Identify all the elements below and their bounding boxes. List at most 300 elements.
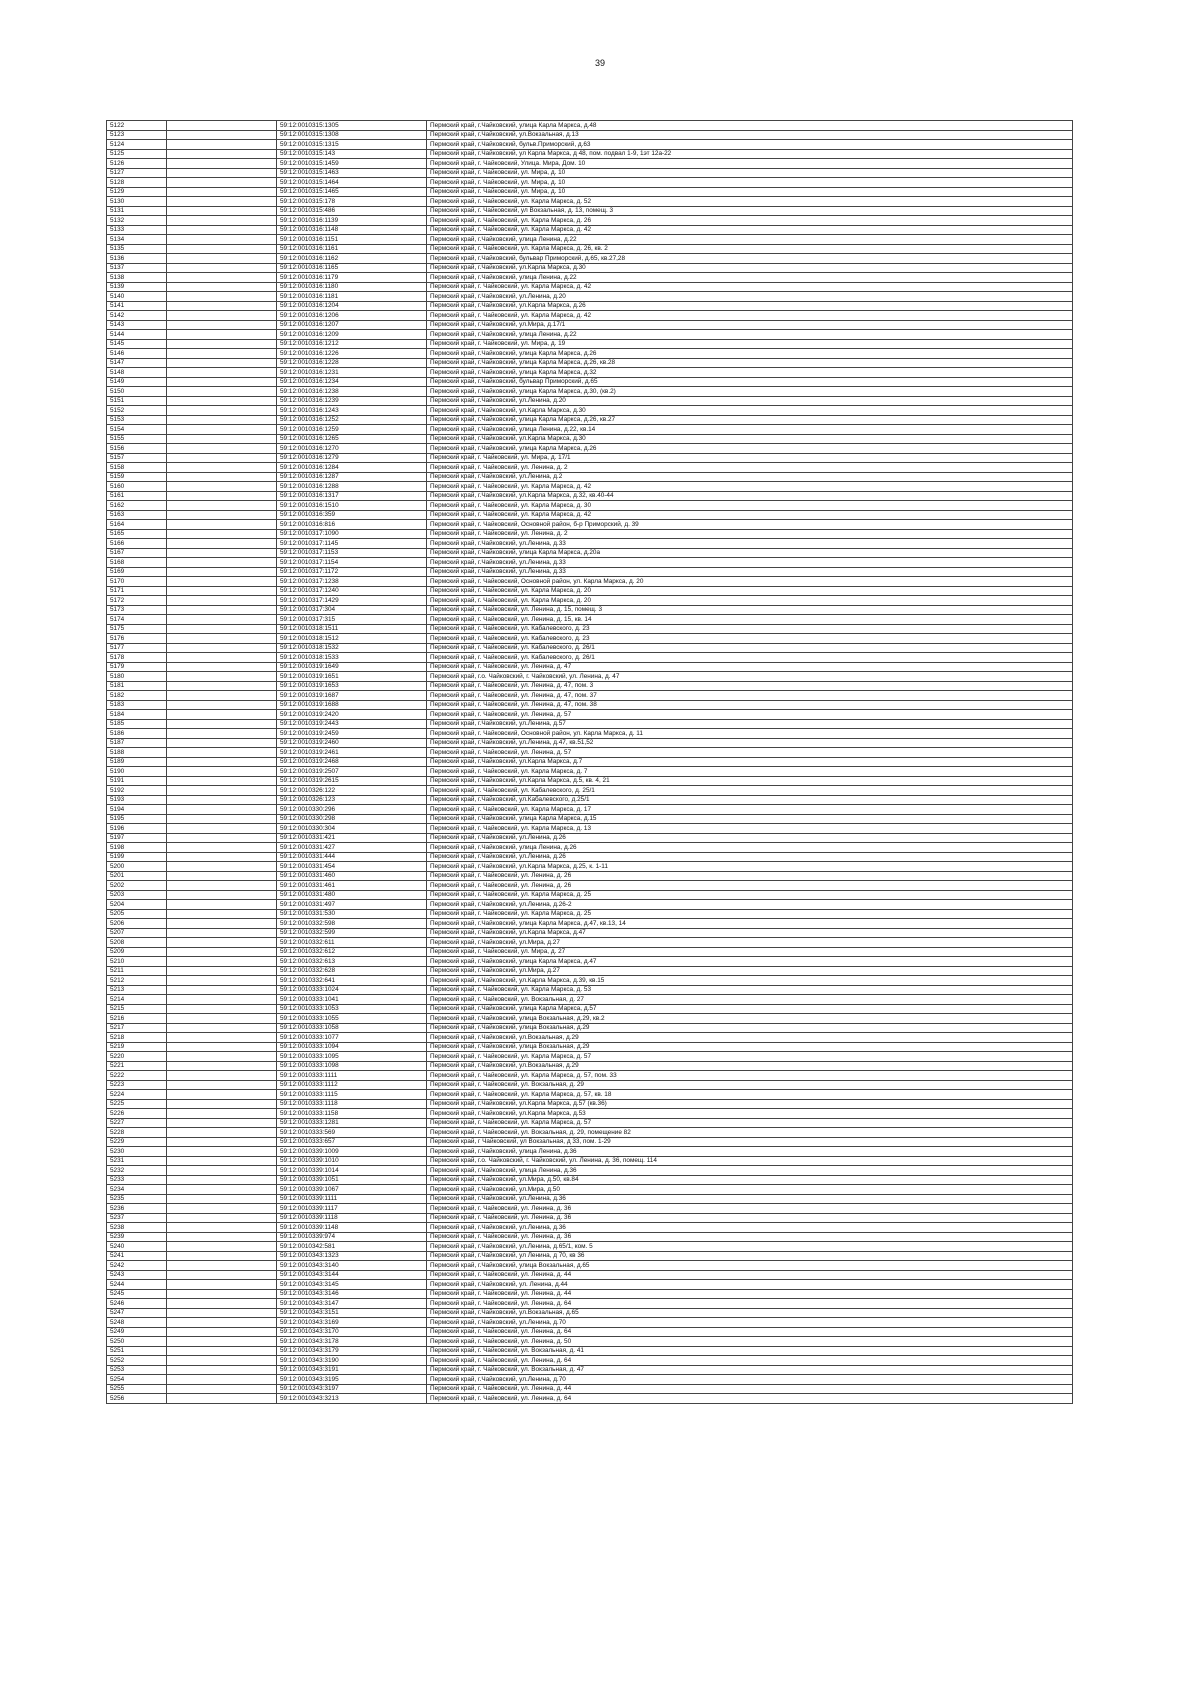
blank-cell xyxy=(167,1185,277,1195)
blank-cell xyxy=(167,434,277,444)
table-row xyxy=(107,339,1073,349)
cadastral-number-cell: 59:12:0010331:461 xyxy=(277,881,427,891)
row-number-cell: 5160 xyxy=(107,482,167,492)
row-number-cell: 5208 xyxy=(107,938,167,948)
cadastral-number-cell: 59:12:0010316:1204 xyxy=(277,301,427,311)
row-number-cell: 5234 xyxy=(107,1185,167,1195)
cadastral-number-cell: 59:12:0010339:1117 xyxy=(277,1204,427,1214)
row-number-cell: 5130 xyxy=(107,197,167,207)
table-row xyxy=(107,510,1073,520)
cadastral-number-cell: 59:12:0010316:1180 xyxy=(277,282,427,292)
table-row xyxy=(107,1223,1073,1233)
table-row xyxy=(107,1384,1073,1394)
cadastral-number-cell: 59:12:0010319:2468 xyxy=(277,757,427,767)
blank-cell xyxy=(167,1251,277,1261)
registry-rows xyxy=(107,121,1073,1404)
registry-table xyxy=(106,120,1073,1404)
blank-cell xyxy=(167,719,277,729)
cadastral-number-cell: 59:12:0010319:1653 xyxy=(277,681,427,691)
blank-cell xyxy=(167,501,277,511)
address-cell: Пермский край, г. Чайковский, ул. Ленина, д. 15, кв. 14 xyxy=(427,615,1073,625)
cadastral-number-cell: 59:12:0010317:1240 xyxy=(277,586,427,596)
table-row xyxy=(107,244,1073,254)
row-number-cell: 5176 xyxy=(107,634,167,644)
blank-cell xyxy=(167,216,277,226)
row-number-cell: 5203 xyxy=(107,890,167,900)
row-number-cell: 5210 xyxy=(107,957,167,967)
blank-cell xyxy=(167,738,277,748)
address-cell: Пермский край, г. Чайковский, ул. Карла Маркса, д. 26, кв. 2 xyxy=(427,244,1073,254)
table-row xyxy=(107,187,1073,197)
blank-cell xyxy=(167,254,277,264)
address-cell: Пермский край, г. Чайковский, ул. Карла Маркса, д. 57 xyxy=(427,1118,1073,1128)
table-row xyxy=(107,586,1073,596)
blank-cell xyxy=(167,890,277,900)
row-number-cell: 5153 xyxy=(107,415,167,425)
cadastral-number-cell: 59:12:0010316:816 xyxy=(277,520,427,530)
table-row xyxy=(107,776,1073,786)
cadastral-number-cell: 59:12:0010339:1009 xyxy=(277,1147,427,1157)
cadastral-number-cell: 59:12:0010343:1323 xyxy=(277,1251,427,1261)
cadastral-number-cell: 59:12:0010319:2420 xyxy=(277,710,427,720)
row-number-cell: 5193 xyxy=(107,795,167,805)
address-cell: Пермский край, г.Чайковский, улица Вокзальная, д.29, кв.2 xyxy=(427,1014,1073,1024)
table-row xyxy=(107,1204,1073,1214)
address-cell: Пермский край, г.Чайковский, улица Ленина, д.22 xyxy=(427,330,1073,340)
blank-cell xyxy=(167,1346,277,1356)
address-cell: Пермский край, г.Чайковский, улица Карла Маркса, д.48 xyxy=(427,121,1073,131)
address-cell: Пермский край, г. Чайковский, ул. Вокзальная, д. 41 xyxy=(427,1346,1073,1356)
row-number-cell: 5186 xyxy=(107,729,167,739)
row-number-cell: 5132 xyxy=(107,216,167,226)
cadastral-number-cell: 59:12:0010315:486 xyxy=(277,206,427,216)
table-row xyxy=(107,1194,1073,1204)
blank-cell xyxy=(167,472,277,482)
address-cell: Пермский край, г.Чайковский, ул.Карла Маркса, д.32, кв.40-44 xyxy=(427,491,1073,501)
blank-cell xyxy=(167,833,277,843)
cadastral-number-cell: 59:12:0010333:1077 xyxy=(277,1033,427,1043)
cadastral-number-cell: 59:12:0010333:1118 xyxy=(277,1099,427,1109)
blank-cell xyxy=(167,320,277,330)
row-number-cell: 5207 xyxy=(107,928,167,938)
cadastral-number-cell: 59:12:0010330:296 xyxy=(277,805,427,815)
row-number-cell: 5135 xyxy=(107,244,167,254)
cadastral-number-cell: 59:12:0010315:1305 xyxy=(277,121,427,131)
blank-cell xyxy=(167,282,277,292)
row-number-cell: 5219 xyxy=(107,1042,167,1052)
cadastral-number-cell: 59:12:0010343:3169 xyxy=(277,1318,427,1328)
cadastral-number-cell: 59:12:0010316:1161 xyxy=(277,244,427,254)
table-row xyxy=(107,1337,1073,1347)
cadastral-number-cell: 59:12:0010317:1090 xyxy=(277,529,427,539)
cadastral-number-cell: 59:12:0010333:1058 xyxy=(277,1023,427,1033)
row-number-cell: 5205 xyxy=(107,909,167,919)
cadastral-number-cell: 59:12:0010316:1288 xyxy=(277,482,427,492)
table-row xyxy=(107,396,1073,406)
table-row xyxy=(107,691,1073,701)
blank-cell xyxy=(167,805,277,815)
cadastral-number-cell: 59:12:0010316:1317 xyxy=(277,491,427,501)
blank-cell xyxy=(167,1384,277,1394)
blank-cell xyxy=(167,1375,277,1385)
address-cell: Пермский край, г.Чайковский, улица Карла Маркса, д.20а xyxy=(427,548,1073,558)
address-cell: Пермский край, г. Чайковский, ул. Ленина, д. 64 xyxy=(427,1394,1073,1404)
address-cell: Пермский край, г.Чайковский, ул.Карла Маркса, д.47 xyxy=(427,928,1073,938)
address-cell: Пермский край, г. Чайковский, ул. Вокзальная, д. 29, помещение 82 xyxy=(427,1128,1073,1138)
blank-cell xyxy=(167,862,277,872)
cadastral-number-cell: 59:12:0010332:613 xyxy=(277,957,427,967)
blank-cell xyxy=(167,396,277,406)
row-number-cell: 5243 xyxy=(107,1270,167,1280)
address-cell: Пермский край, г. Чайковский, ул. Мира, д. 19 xyxy=(427,339,1073,349)
address-cell: Пермский край, г. Чайковский, ул Вокзальная, д. 13, помещ. 3 xyxy=(427,206,1073,216)
address-cell: Пермский край, г.Чайковский, ул.Вокзальная, д.29 xyxy=(427,1033,1073,1043)
table-row xyxy=(107,225,1073,235)
address-cell: Пермский край, г. Чайковский, ул. Карла Маркса, д. 42 xyxy=(427,482,1073,492)
cadastral-number-cell: 59:12:0010315:1465 xyxy=(277,187,427,197)
table-row xyxy=(107,881,1073,891)
blank-cell xyxy=(167,1318,277,1328)
cadastral-number-cell: 59:12:0010318:1533 xyxy=(277,653,427,663)
blank-cell xyxy=(167,748,277,758)
table-row xyxy=(107,605,1073,615)
address-cell: Пермский край, г. Чайковский, ул. Карла Маркса, д. 42 xyxy=(427,282,1073,292)
address-cell: Пермский край, г. Чайковский, Основной район, б-р Приморский, д. 39 xyxy=(427,520,1073,530)
address-cell: Пермский край, г. Чайковский, ул. Ленина, д. 57 xyxy=(427,710,1073,720)
table-row xyxy=(107,577,1073,587)
address-cell: Пермский край, г. Чайковский, ул. Ленина, д. 36 xyxy=(427,1204,1073,1214)
table-row xyxy=(107,1346,1073,1356)
cadastral-number-cell: 59:12:0010315:178 xyxy=(277,197,427,207)
address-cell: Пермский край, г. Чайковский, ул. Ленина, д. 64 xyxy=(427,1356,1073,1366)
cadastral-number-cell: 59:12:0010333:569 xyxy=(277,1128,427,1138)
blank-cell xyxy=(167,928,277,938)
cadastral-number-cell: 59:12:0010316:1179 xyxy=(277,273,427,283)
cadastral-number-cell: 59:12:0010315:1463 xyxy=(277,168,427,178)
blank-cell xyxy=(167,1128,277,1138)
table-row xyxy=(107,1118,1073,1128)
row-number-cell: 5231 xyxy=(107,1156,167,1166)
blank-cell xyxy=(167,244,277,254)
blank-cell xyxy=(167,358,277,368)
row-number-cell: 5213 xyxy=(107,985,167,995)
cadastral-number-cell: 59:12:0010339:974 xyxy=(277,1232,427,1242)
row-number-cell: 5158 xyxy=(107,463,167,473)
address-cell: Пермский край, г.Чайковский, ул.Ленина, д.26 xyxy=(427,833,1073,843)
address-cell: Пермский край, г.Чайковский, ул.Ленина, д.57 xyxy=(427,719,1073,729)
table-row xyxy=(107,890,1073,900)
blank-cell xyxy=(167,1090,277,1100)
table-row xyxy=(107,425,1073,435)
address-cell: Пермский край, г. Чайковский, ул. Ленина, д. 47 xyxy=(427,662,1073,672)
row-number-cell: 5156 xyxy=(107,444,167,454)
blank-cell xyxy=(167,548,277,558)
blank-cell xyxy=(167,1023,277,1033)
blank-cell xyxy=(167,463,277,473)
address-cell: Пермский край, г.о. Чайковский, г. Чайковский, ул. Ленина, д. 47 xyxy=(427,672,1073,682)
table-row xyxy=(107,216,1073,226)
blank-cell xyxy=(167,263,277,273)
row-number-cell: 5250 xyxy=(107,1337,167,1347)
row-number-cell: 5227 xyxy=(107,1118,167,1128)
blank-cell xyxy=(167,159,277,169)
address-cell: Пермский край, г. Чайковский, ул. Ленина, д. 50 xyxy=(427,1337,1073,1347)
address-cell: Пермский край, г. Чайковский, ул. Карла Маркса, д. 17 xyxy=(427,805,1073,815)
row-number-cell: 5255 xyxy=(107,1384,167,1394)
table-row xyxy=(107,168,1073,178)
row-number-cell: 5139 xyxy=(107,282,167,292)
row-number-cell: 5252 xyxy=(107,1356,167,1366)
table-row xyxy=(107,121,1073,131)
table-row xyxy=(107,624,1073,634)
cadastral-number-cell: 59:12:0010326:123 xyxy=(277,795,427,805)
blank-cell xyxy=(167,168,277,178)
row-number-cell: 5169 xyxy=(107,567,167,577)
row-number-cell: 5174 xyxy=(107,615,167,625)
address-cell: Пермский край, г.Чайковский, ул.Карла Маркса, д.30 xyxy=(427,434,1073,444)
cadastral-number-cell: 59:12:0010331:480 xyxy=(277,890,427,900)
cadastral-number-cell: 59:12:0010331:454 xyxy=(277,862,427,872)
blank-cell xyxy=(167,330,277,340)
address-cell: Пермский край, г. Чайковский, ул. Мира, д. 27 xyxy=(427,947,1073,957)
table-row xyxy=(107,596,1073,606)
address-cell: Пермский край, г.Чайковский, ул.Ленина, д.65/1, ком. 5 xyxy=(427,1242,1073,1252)
cadastral-number-cell: 59:12:0010339:1067 xyxy=(277,1185,427,1195)
cadastral-number-cell: 59:12:0010333:1281 xyxy=(277,1118,427,1128)
blank-cell xyxy=(167,615,277,625)
cadastral-number-cell: 59:12:0010331:421 xyxy=(277,833,427,843)
blank-cell xyxy=(167,130,277,140)
address-cell: Пермский край, г. Чайковский, ул. Карла Маркса, д. 57 xyxy=(427,1052,1073,1062)
cadastral-number-cell: 59:12:0010339:1148 xyxy=(277,1223,427,1233)
table-row xyxy=(107,729,1073,739)
blank-cell xyxy=(167,957,277,967)
table-row xyxy=(107,1090,1073,1100)
cadastral-number-cell: 59:12:0010331:444 xyxy=(277,852,427,862)
cadastral-number-cell: 59:12:0010319:2459 xyxy=(277,729,427,739)
table-row xyxy=(107,263,1073,273)
table-row xyxy=(107,1109,1073,1119)
cadastral-number-cell: 59:12:0010331:497 xyxy=(277,900,427,910)
row-number-cell: 5150 xyxy=(107,387,167,397)
cadastral-number-cell: 59:12:0010332:628 xyxy=(277,966,427,976)
blank-cell xyxy=(167,577,277,587)
table-row xyxy=(107,1042,1073,1052)
blank-cell xyxy=(167,415,277,425)
page-number: 39 xyxy=(594,58,605,68)
row-number-cell: 5238 xyxy=(107,1223,167,1233)
table-row xyxy=(107,1137,1073,1147)
cadastral-number-cell: 59:12:0010339:1014 xyxy=(277,1166,427,1176)
row-number-cell: 5122 xyxy=(107,121,167,131)
cadastral-number-cell: 59:12:0010316:1162 xyxy=(277,254,427,264)
row-number-cell: 5239 xyxy=(107,1232,167,1242)
row-number-cell: 5248 xyxy=(107,1318,167,1328)
row-number-cell: 5253 xyxy=(107,1365,167,1375)
cadastral-number-cell: 59:12:0010332:612 xyxy=(277,947,427,957)
cadastral-number-cell: 59:12:0010316:1181 xyxy=(277,292,427,302)
table-row xyxy=(107,520,1073,530)
table-row xyxy=(107,292,1073,302)
row-number-cell: 5226 xyxy=(107,1109,167,1119)
row-number-cell: 5195 xyxy=(107,814,167,824)
table-row xyxy=(107,1147,1073,1157)
table-row xyxy=(107,558,1073,568)
cadastral-number-cell: 59:12:0010343:3140 xyxy=(277,1261,427,1271)
blank-cell xyxy=(167,339,277,349)
blank-cell xyxy=(167,757,277,767)
address-cell: Пермский край, г. Чайковский, ул. Мира, д. 10 xyxy=(427,168,1073,178)
cadastral-number-cell: 59:12:0010316:1265 xyxy=(277,434,427,444)
blank-cell xyxy=(167,1213,277,1223)
row-number-cell: 5245 xyxy=(107,1289,167,1299)
address-cell: Пермский край, г.Чайковский, ул.Карла Маркса, д.5, кв. 4, 21 xyxy=(427,776,1073,786)
table-row xyxy=(107,539,1073,549)
cadastral-number-cell: 59:12:0010333:657 xyxy=(277,1137,427,1147)
row-number-cell: 5241 xyxy=(107,1251,167,1261)
row-number-cell: 5147 xyxy=(107,358,167,368)
cadastral-number-cell: 59:12:0010316:1207 xyxy=(277,320,427,330)
blank-cell xyxy=(167,539,277,549)
cadastral-number-cell: 59:12:0010317:1238 xyxy=(277,577,427,587)
blank-cell xyxy=(167,1080,277,1090)
address-cell: Пермский край, г.Чайковский, улица Вокзальная, д.29 xyxy=(427,1042,1073,1052)
blank-cell xyxy=(167,938,277,948)
blank-cell xyxy=(167,1337,277,1347)
address-cell: Пермский край, г.Чайковский, ул.Вокзальная, д.29 xyxy=(427,1061,1073,1071)
table-row xyxy=(107,548,1073,558)
address-cell: Пермский край, г. Чайковский, ул. Кабалевского, д. 23 xyxy=(427,634,1073,644)
address-cell: Пермский край, г.Чайковский, улица Карла Маркса, д.47, кв.13, 14 xyxy=(427,919,1073,929)
blank-cell xyxy=(167,520,277,530)
address-cell: Пермский край, г.Чайковский, улица Вокзальная, д.65 xyxy=(427,1261,1073,1271)
address-cell: Пермский край, г. Чайковский, ул. Ленина, д. 26 xyxy=(427,881,1073,891)
table-row xyxy=(107,1270,1073,1280)
table-row xyxy=(107,843,1073,853)
table-row xyxy=(107,1004,1073,1014)
blank-cell xyxy=(167,776,277,786)
table-row xyxy=(107,1365,1073,1375)
table-row xyxy=(107,719,1073,729)
cadastral-number-cell: 59:12:0010319:2460 xyxy=(277,738,427,748)
table-row xyxy=(107,1356,1073,1366)
blank-cell xyxy=(167,149,277,159)
table-row xyxy=(107,995,1073,1005)
cadastral-number-cell: 59:12:0010343:3190 xyxy=(277,1356,427,1366)
row-number-cell: 5197 xyxy=(107,833,167,843)
cadastral-number-cell: 59:12:0010319:1688 xyxy=(277,700,427,710)
address-cell: Пермский край, г.Чайковский, ул.Вокзальная, д.65 xyxy=(427,1308,1073,1318)
blank-cell xyxy=(167,1356,277,1366)
table-row xyxy=(107,1327,1073,1337)
blank-cell xyxy=(167,976,277,986)
blank-cell xyxy=(167,947,277,957)
blank-cell xyxy=(167,767,277,777)
cadastral-number-cell: 59:12:0010342:581 xyxy=(277,1242,427,1252)
address-cell: Пермский край, г. Чайковский, ул. Карла Маркса, д. 25 xyxy=(427,909,1073,919)
cadastral-number-cell: 59:12:0010332:598 xyxy=(277,919,427,929)
table-row xyxy=(107,301,1073,311)
table-row xyxy=(107,491,1073,501)
blank-cell xyxy=(167,1289,277,1299)
blank-cell xyxy=(167,301,277,311)
blank-cell xyxy=(167,795,277,805)
row-number-cell: 5206 xyxy=(107,919,167,929)
cadastral-number-cell: 59:12:0010318:1532 xyxy=(277,643,427,653)
address-cell: Пермский край, г.Чайковский, ул.Ленина, д.33 xyxy=(427,567,1073,577)
row-number-cell: 5188 xyxy=(107,748,167,758)
cadastral-number-cell: 59:12:0010343:3147 xyxy=(277,1299,427,1309)
table-row xyxy=(107,871,1073,881)
table-row xyxy=(107,966,1073,976)
address-cell: Пермский край, г.Чайковский, ул.Ленина, д.70 xyxy=(427,1375,1073,1385)
address-cell: Пермский край, г. Чайковский, ул. Карла Маркса, д. 26 xyxy=(427,216,1073,226)
address-cell: Пермский край, г.Чайковский, ул.Карла Маркса, д.25, к. 1-11 xyxy=(427,862,1073,872)
blank-cell xyxy=(167,634,277,644)
row-number-cell: 5254 xyxy=(107,1375,167,1385)
table-row xyxy=(107,947,1073,957)
blank-cell xyxy=(167,1280,277,1290)
blank-cell xyxy=(167,311,277,321)
blank-cell xyxy=(167,1118,277,1128)
address-cell: Пермский край, г.Чайковский, ул Карла Маркса, д 48, пом. подвал 1-9, 1эт 12а-22 xyxy=(427,149,1073,159)
address-cell: Пермский край, г. Чайковский, ул. Ленина, д. 47, пом. 37 xyxy=(427,691,1073,701)
row-number-cell: 5159 xyxy=(107,472,167,482)
blank-cell xyxy=(167,1365,277,1375)
table-row xyxy=(107,1261,1073,1271)
row-number-cell: 5123 xyxy=(107,130,167,140)
table-row xyxy=(107,634,1073,644)
table-row xyxy=(107,320,1073,330)
cadastral-number-cell: 59:12:0010315:1464 xyxy=(277,178,427,188)
blank-cell xyxy=(167,1232,277,1242)
row-number-cell: 5247 xyxy=(107,1308,167,1318)
row-number-cell: 5190 xyxy=(107,767,167,777)
address-cell: Пермский край, г.Чайковский, ул.Ленина, д.26-2 xyxy=(427,900,1073,910)
blank-cell xyxy=(167,453,277,463)
address-cell: Пермский край, г.Чайковский, ул.Ленина, д.20 xyxy=(427,396,1073,406)
address-cell: Пермский край, г. Чайковский, ул. Кабалевского, д. 23 xyxy=(427,624,1073,634)
table-row xyxy=(107,178,1073,188)
address-cell: Пермский край, г.Чайковский, ул.Вокзальная, д.13 xyxy=(427,130,1073,140)
cadastral-number-cell: 59:12:0010319:2461 xyxy=(277,748,427,758)
table-row xyxy=(107,149,1073,159)
table-row xyxy=(107,282,1073,292)
row-number-cell: 5201 xyxy=(107,871,167,881)
cadastral-number-cell: 59:12:0010317:304 xyxy=(277,605,427,615)
blank-cell xyxy=(167,672,277,682)
address-cell: Пермский край, г. Чайковский, ул. Карла Маркса, д. 53 xyxy=(427,985,1073,995)
blank-cell xyxy=(167,691,277,701)
table-row xyxy=(107,235,1073,245)
cadastral-number-cell: 59:12:0010316:1279 xyxy=(277,453,427,463)
cadastral-number-cell: 59:12:0010315:143 xyxy=(277,149,427,159)
table-row xyxy=(107,273,1073,283)
cadastral-number-cell: 59:12:0010316:1287 xyxy=(277,472,427,482)
cadastral-number-cell: 59:12:0010316:1234 xyxy=(277,377,427,387)
blank-cell xyxy=(167,985,277,995)
row-number-cell: 5152 xyxy=(107,406,167,416)
blank-cell xyxy=(167,140,277,150)
address-cell: Пермский край, г.Чайковский, ул. Ленина, д.44 xyxy=(427,1280,1073,1290)
address-cell: Пермский край, г.Чайковский, ул.Мира, д.27 xyxy=(427,938,1073,948)
address-cell: Пермский край, г.Чайковский, улица Ленина, д.36 xyxy=(427,1166,1073,1176)
table-row xyxy=(107,501,1073,511)
cadastral-number-cell: 59:12:0010333:1095 xyxy=(277,1052,427,1062)
row-number-cell: 5184 xyxy=(107,710,167,720)
row-number-cell: 5142 xyxy=(107,311,167,321)
table-row xyxy=(107,1052,1073,1062)
